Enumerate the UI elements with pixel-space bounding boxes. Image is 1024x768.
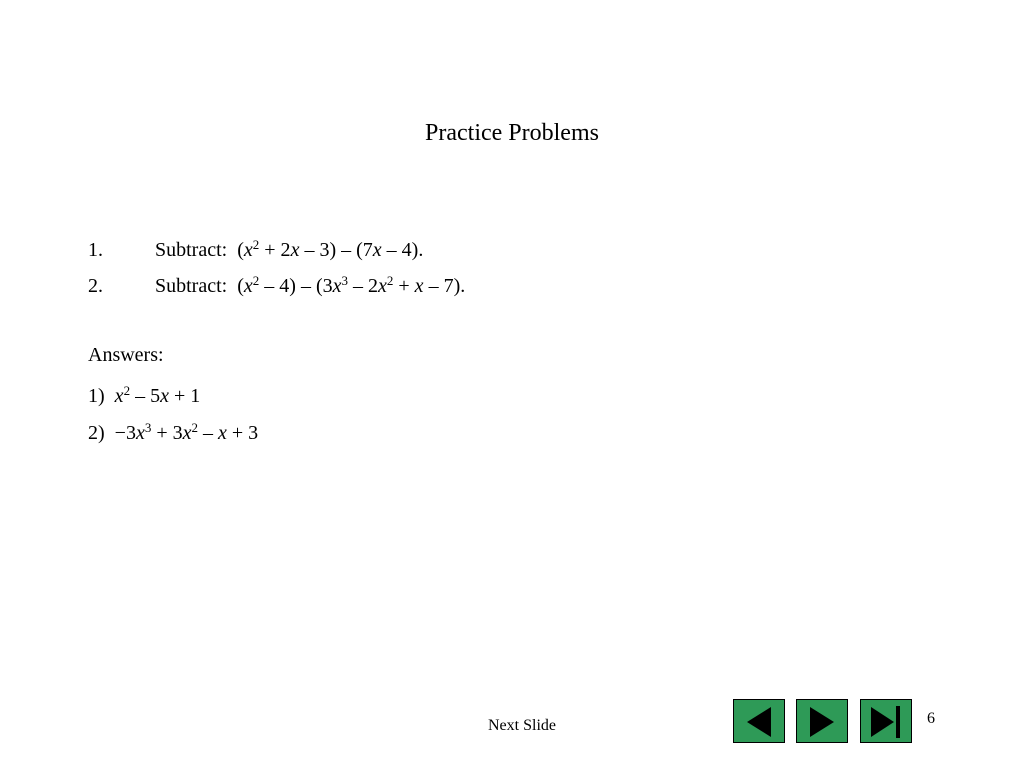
- last-slide-button[interactable]: [860, 699, 912, 743]
- problem-1-expression: $(x^2 + 2x - 3) - (7x - 4)$.: [237, 237, 424, 261]
- problem-1-number: 1.: [88, 239, 103, 261]
- answers-heading: Answers:: [88, 344, 164, 366]
- answer-2-prefix: 2): [88, 422, 105, 444]
- answer-2-expression: $-3x^3 + 3x^2 - x + 3$: [114, 420, 259, 444]
- page-number: 6: [927, 710, 935, 727]
- slide-title: Practice Problems: [425, 120, 599, 146]
- answer-1: [88, 378, 200, 409]
- problem-2: [88, 268, 465, 299]
- next-slide-link[interactable]: Next Slide: [488, 717, 556, 734]
- answer-1-expression: $x^2 - 5x + 1$: [114, 383, 201, 407]
- next-slide-button[interactable]: [796, 699, 848, 743]
- triangle-right-icon: [797, 700, 849, 744]
- previous-slide-button[interactable]: [733, 699, 785, 743]
- problem-1: [88, 232, 423, 263]
- triangle-left-icon: [734, 700, 786, 744]
- problem-1-label: Subtract:: [155, 239, 228, 261]
- problem-2-expression: $(x^2 - 4) - (3x^3 - 2x^2 + x - 7)$.: [237, 273, 466, 297]
- problem-2-number: 2.: [88, 275, 103, 297]
- answer-2: [88, 415, 258, 446]
- problem-2-label: Subtract:: [155, 275, 228, 297]
- skip-to-end-icon: [861, 700, 913, 744]
- answer-1-prefix: 1): [88, 385, 105, 407]
